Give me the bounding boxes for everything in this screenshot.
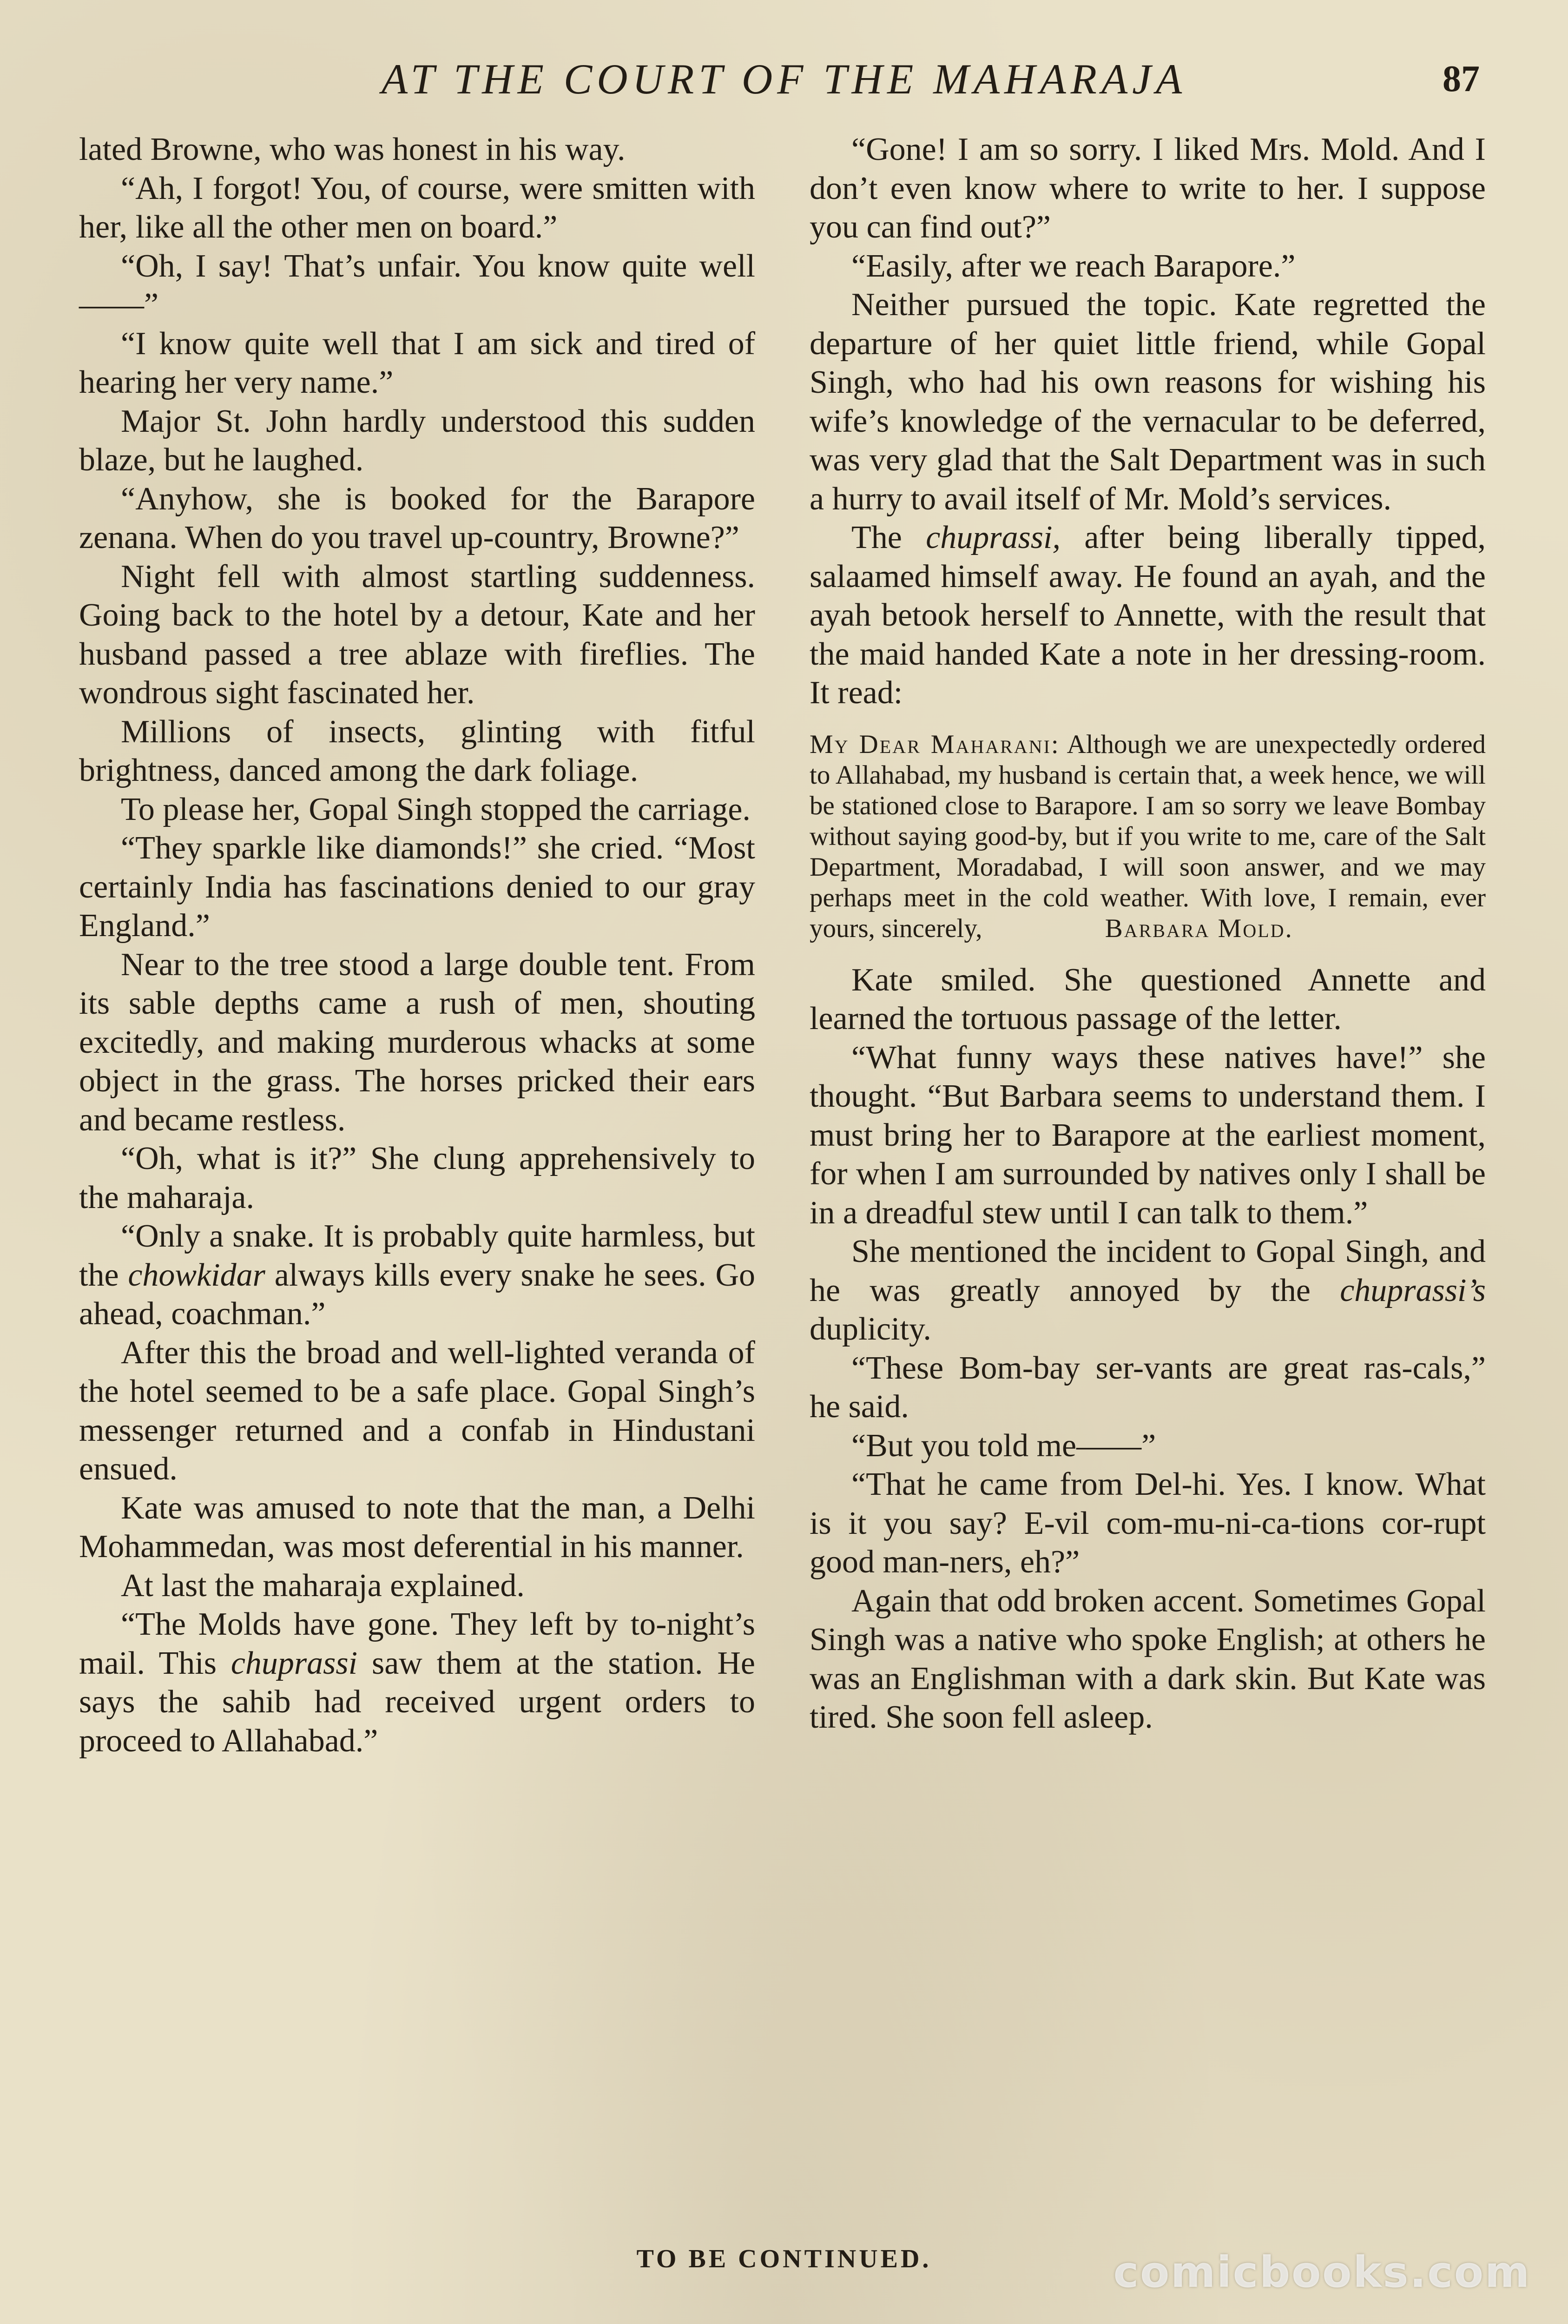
paragraph: “What funny ways these natives have!” she thought. “But Barbara seems to understand them. I must bring her to Barapore at the earliest moment, for when I am surrounded by natives only I shall be in a dreadful stew until I can talk to them.” bbox=[810, 1039, 1486, 1231]
to-be-continued: TO BE CONTINUED. bbox=[636, 2245, 932, 2273]
letter-body: Although we are unexpectedly ordered to Allahabad, my husband is certain that, a week hence, we will be stationed close to Barapore. I am so sorry we leave Bombay without saying good-by, but if you write to me, care of the Salt Department, Moradabad, I will soon answer, and we may perhaps meet in the cold weather. With love, I remain, ever yours, sincerely, bbox=[810, 729, 1486, 943]
paragraph: Major St. John hardly understood this sudden blaze, but he laughed. bbox=[79, 403, 755, 478]
italic-word: chowkidar bbox=[128, 1257, 265, 1293]
paragraph: To please her, Gopal Singh stopped the carriage. bbox=[121, 791, 751, 827]
paragraph: “Oh, I say! That’s unfair. You know quite well——” bbox=[79, 248, 755, 323]
letter-salutation: My Dear Maharani: bbox=[810, 729, 1060, 759]
text-run: “Only a snake. It is probably quite harmless, but the bbox=[79, 1218, 755, 1293]
paragraph: “They sparkle like diamonds!” she cried. “Most certainly India has fascinations denied to our gray England.” bbox=[79, 830, 755, 944]
text-run: duplicity. bbox=[810, 1311, 931, 1347]
paragraph bbox=[79, 1217, 755, 1334]
paragraph: Kate smiled. She questioned Annette and learned the tortuous passage of the letter. bbox=[810, 962, 1486, 1037]
italic-word: chuprassi bbox=[231, 1645, 358, 1681]
paragraph bbox=[79, 1605, 755, 1760]
italic-word: chuprassi’s bbox=[1340, 1272, 1486, 1308]
page-header bbox=[79, 51, 1489, 107]
paragraph: “Easily, after we reach Barapore.” bbox=[851, 248, 1296, 284]
paragraph: Neither pursued the topic. Kate regretted the departure of her quiet little friend, while Gopal Singh, who had his own reasons for wishing his wife’s knowledge of the vernacular to be deferred, was very glad that the Salt Department was in such a hurry to avail itself of Mr. Mold’s services. bbox=[810, 287, 1486, 517]
right-column bbox=[810, 130, 1486, 1737]
paragraph: At last the maharaja explained. bbox=[121, 1567, 525, 1604]
paragraph: Millions of insects, glinting with fitful brightness, danced among the dark foliage. bbox=[79, 713, 755, 788]
paragraph: lated Browne, who was honest in his way. bbox=[79, 132, 626, 167]
letter-signature: Barbara Mold. bbox=[1105, 913, 1293, 943]
left-column bbox=[79, 130, 755, 1760]
paragraph: Kate was amused to note that the man, a Delhi Mohammedan, was most deferential in his manner. bbox=[79, 1490, 755, 1565]
text-run: saw them at the station. He says the sahib had received urgent orders to proceed to Allahabad.” bbox=[79, 1645, 755, 1759]
text-run: “The Molds have gone. They left by to-night’s mail. This bbox=[79, 1606, 755, 1681]
paragraph: Night fell with almost startling suddenness. Going back to the hotel by a detour, Kate and her husband passed a tree ablaze with fireflies. The wondrous sight fascinated her. bbox=[79, 558, 755, 711]
running-title: AT THE COURT OF THE MAHARAJA bbox=[381, 55, 1187, 103]
italic-word: chuprassi, bbox=[926, 520, 1061, 555]
paragraph: “That he came from Del-hi. Yes. I know. What is it you say? E-vil com-mu-ni-ca-tions cor-rupt good man-ners, eh?” bbox=[810, 1466, 1486, 1580]
paragraph bbox=[810, 518, 1486, 713]
paragraph: “Oh, what is it?” She clung apprehensively to the maharaja. bbox=[79, 1141, 755, 1215]
text-run: She mentioned the incident to Gopal Singh, and he was greatly annoyed by the bbox=[810, 1234, 1486, 1308]
paragraph: “Anyhow, she is booked for the Barapore zenana. When do you travel up-country, Browne?” bbox=[79, 481, 755, 555]
text-run: always kills every snake he sees. Go ahead, coachman.” bbox=[79, 1257, 756, 1332]
paragraph: “Gone! I am so sorry. I liked Mrs. Mold. And I don’t even know where to write to her. I suppose you can find out?” bbox=[810, 132, 1486, 245]
paragraph bbox=[810, 1232, 1486, 1349]
text-run: The bbox=[851, 520, 902, 555]
paragraph: “Ah, I forgot! You, of course, were smitten with her, like all the other men on board.” bbox=[79, 170, 755, 245]
paragraph: “I know quite well that I am sick and tired of hearing her very name.” bbox=[79, 325, 755, 400]
paragraph: After this the broad and well-lighted veranda of the hotel seemed to be a safe place. Gopal Singh’s messenger returned and a confab in Hindustani ensued. bbox=[79, 1334, 755, 1487]
paragraph: Near to the tree stood a large double tent. From its sable depths came a rush of men, shouting excitedly, and making murderous whacks at some object in the grass. The horses pricked their ears and became restless. bbox=[79, 946, 755, 1138]
watermark-logo: comicbooks.com bbox=[1113, 2247, 1531, 2297]
paragraph: Again that odd broken accent. Sometimes Gopal Singh was a native who spoke English; at others he was an Englishman with a dark skin. But Kate was tired. She soon fell asleep. bbox=[810, 1583, 1486, 1735]
letter-block bbox=[810, 729, 1486, 944]
text-run: after being liberally tipped, salaamed himself away. He found an ayah, and the ayah betook herself to Annette, with the result that the maid handed Kate a note in her dressing-room. It read: bbox=[810, 520, 1486, 711]
page-number: 87 bbox=[1443, 59, 1480, 99]
paragraph: “But you told me——” bbox=[851, 1427, 1156, 1464]
paragraph: “These Bom-bay ser-vants are great ras-cals,” he said. bbox=[810, 1350, 1486, 1425]
